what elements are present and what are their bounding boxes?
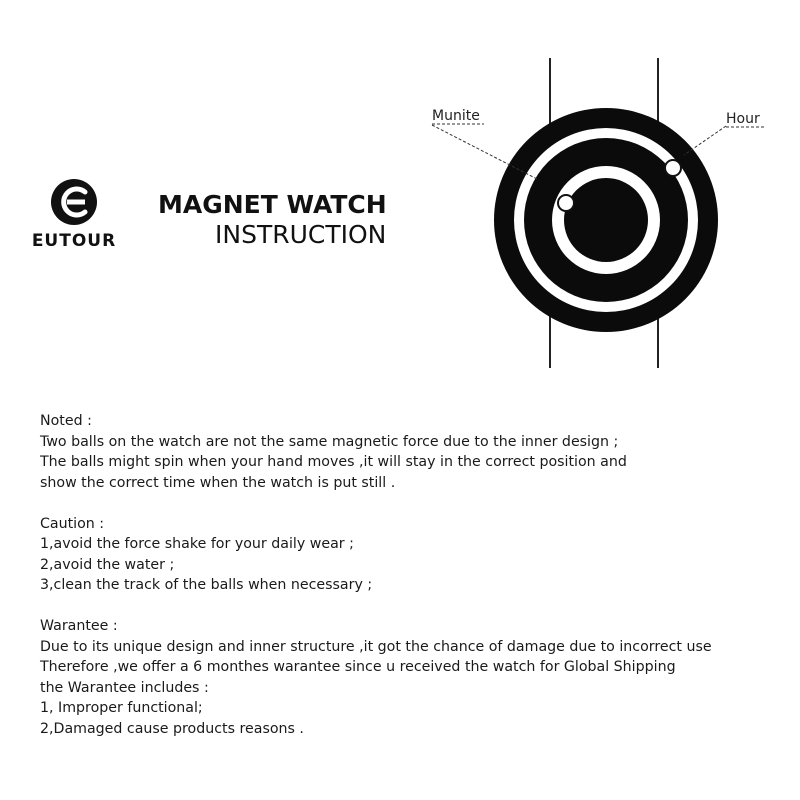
caution-section — [40, 514, 790, 596]
instruction-text — [40, 411, 790, 760]
section-line: the Warantee includes : — [40, 679, 209, 696]
section-line: 2,avoid the water ; — [40, 556, 175, 573]
section-line: 3,clean the track of the balls when necessary ; — [40, 577, 373, 593]
section-line: 1, Improper functional; — [40, 700, 203, 716]
brand-name: EUTOUR — [31, 231, 117, 251]
hour-label: Hour — [726, 111, 760, 127]
brand-logo — [18, 178, 130, 254]
watch-diagram — [420, 56, 780, 376]
section-heading: Warantee : — [40, 618, 118, 634]
watch-center-disc — [564, 178, 648, 262]
section-line: 1,avoid the force shake for your daily wear ; — [40, 536, 354, 552]
section-heading: Noted : — [40, 413, 92, 429]
watch-diagram-svg — [420, 56, 780, 376]
section-line: 2,Damaged cause products reasons . — [40, 720, 304, 737]
noted-section — [40, 411, 790, 493]
section-line: Two balls on the watch are not the same magnetic force due to the inner design ; — [40, 433, 619, 450]
title-block — [158, 190, 387, 250]
section-line: The balls might spin when your hand moves ,it will stay in the correct position and — [40, 454, 627, 470]
section-line: Due to its unique design and inner structure ,it got the chance of damage due to incorrect use — [40, 638, 712, 655]
section-heading: Caution : — [40, 515, 105, 532]
hour-ball-icon — [665, 160, 681, 176]
minute-label: Munite — [432, 108, 480, 124]
warantee-section — [40, 616, 790, 739]
section-line: Therefore ,we offer a 6 monthes warantee since u received the watch for Global Shipping — [40, 659, 676, 675]
page-title: MAGNET WATCH — [158, 190, 387, 219]
section-line: show the correct time when the watch is put still . — [40, 474, 396, 491]
page-subtitle: INSTRUCTION — [215, 220, 387, 249]
minute-ball-icon — [558, 195, 574, 211]
eutour-logo-icon — [50, 178, 98, 226]
